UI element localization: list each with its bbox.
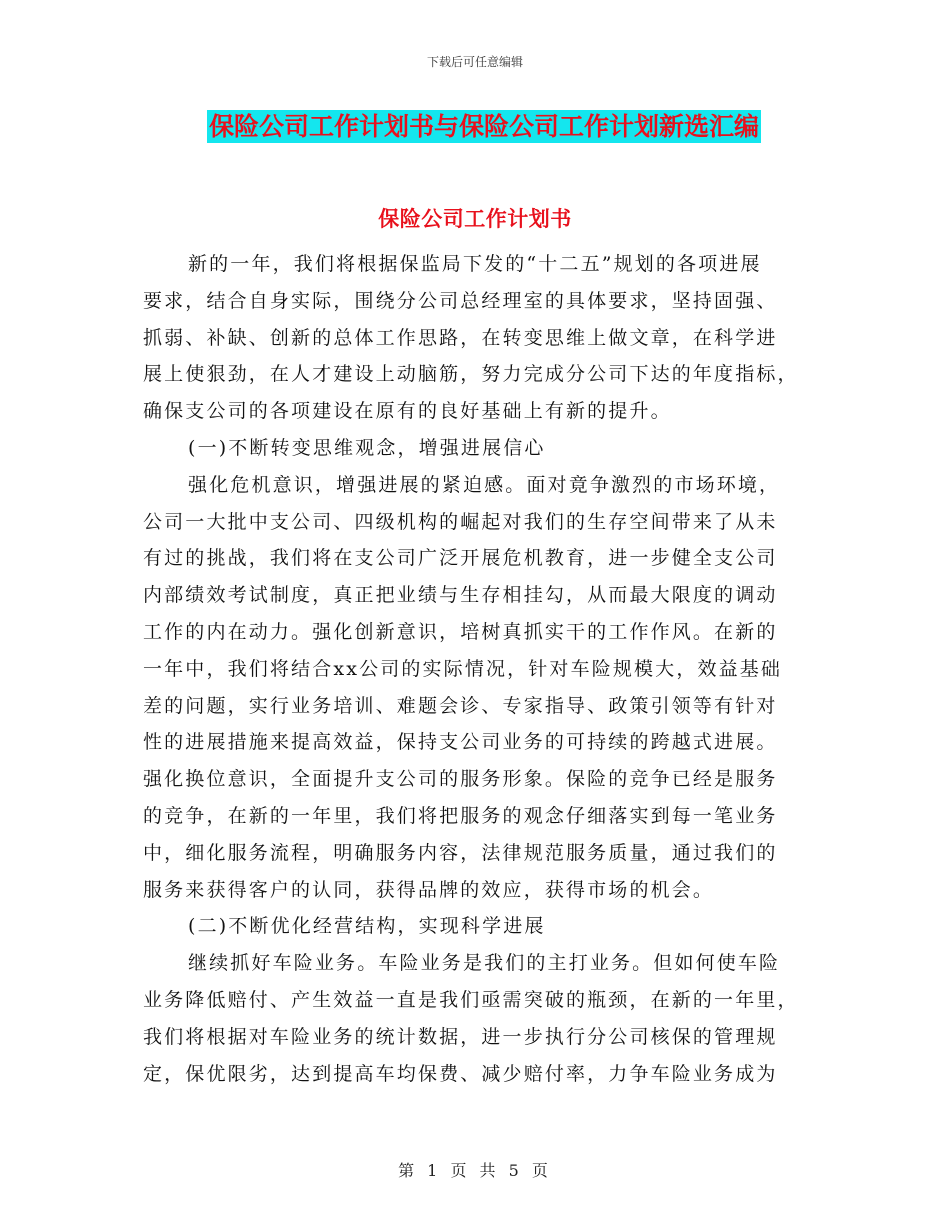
body-line: 继续抓好车险业务。车险业务是我们的主打业务。但如何使车险 [188, 952, 781, 975]
body-line: 一年中，我们将结合xx公司的实际情况，针对车险规模大，效益基础 [143, 657, 783, 680]
body-line: 新的一年，我们将根据保监局下发的“十二五”规划的各项进展 [188, 253, 762, 275]
header-note: 下载后可任意编辑 [426, 55, 523, 69]
body-line: 强化危机意识，增强进展的紧迫感。面对竟争激烈的市场环境， [188, 473, 781, 496]
body-line: 抓弱、补缺、创新的总体工作思路，在转变思维上做文章，在科学进 [143, 326, 778, 349]
body-line: 业务降低赔付、产生效益一直是我们亟需突破的瓶颈，在新的一年里， [143, 988, 799, 1011]
main-title-container [207, 111, 761, 143]
body-line: 展上使狠劲，在人才建设上动脑筋，努力完成分公司下达的年度指标， [143, 363, 799, 386]
body-line: 有过的挑战，我们将在支公司广泛开展危机教育，进一步健全支公司 [143, 547, 778, 570]
body-line: 性的进展措施来提高效益，保持支公司业务的可持续的跨越式进展。 [143, 731, 778, 754]
body-line: 强化换位意识，全面提升支公司的服务形象。保险的竞争已经是服务 [143, 768, 778, 791]
body-line: 服务来获得客户的认同，获得品牌的效应，获得市场的机会。 [143, 878, 715, 901]
body-line: 内部绩效考试制度，真正把业绩与生存相挂勾，从而最大限度的调动 [143, 584, 778, 607]
body-text [143, 246, 807, 1092]
body-line: (一)不断转变思维观念，增强进展信心 [188, 436, 546, 459]
body-line: 公司一大批中支公司、四级机构的崛起对我们的生存空间带来了从未 [143, 510, 778, 533]
main-title: 保险公司工作计划书与保险公司工作计划新选汇编 [209, 112, 760, 141]
page-footer: 第 1 页 共 5 页 [398, 1161, 552, 1180]
body-line: (二)不断优化经营结构，实现科学进展 [188, 915, 546, 938]
body-line: 定，保优限劣，达到提高车均保费、减少赔付率，力争车险业务成为 [143, 1062, 778, 1085]
section-title: 保险公司工作计划书 [378, 207, 572, 231]
body-line: 差的问题，实行业务培训、难题会诊、专家指导、政策引领等有针对 [143, 694, 778, 717]
body-line: 的竞争，在新的一年里，我们将把服务的观念仔细落实到每一笔业务 [143, 804, 778, 827]
body-line: 工作的内在动力。强化创新意识，培树真抓实干的工作作风。在新的 [143, 620, 778, 643]
body-line: 中，细化服务流程，明确服务内容，法律规范服务质量，通过我们的 [143, 841, 778, 864]
body-line: 我们将根据对车险业务的统计数据，进一步执行分公司核保的管理规 [143, 1025, 778, 1048]
body-line: 要求，结合自身实际，围绕分公司总经理室的具体要求，坚持固强、 [143, 289, 778, 312]
body-line: 确保支公司的各项建设在原有的良好基础上有新的提升。 [143, 400, 672, 423]
